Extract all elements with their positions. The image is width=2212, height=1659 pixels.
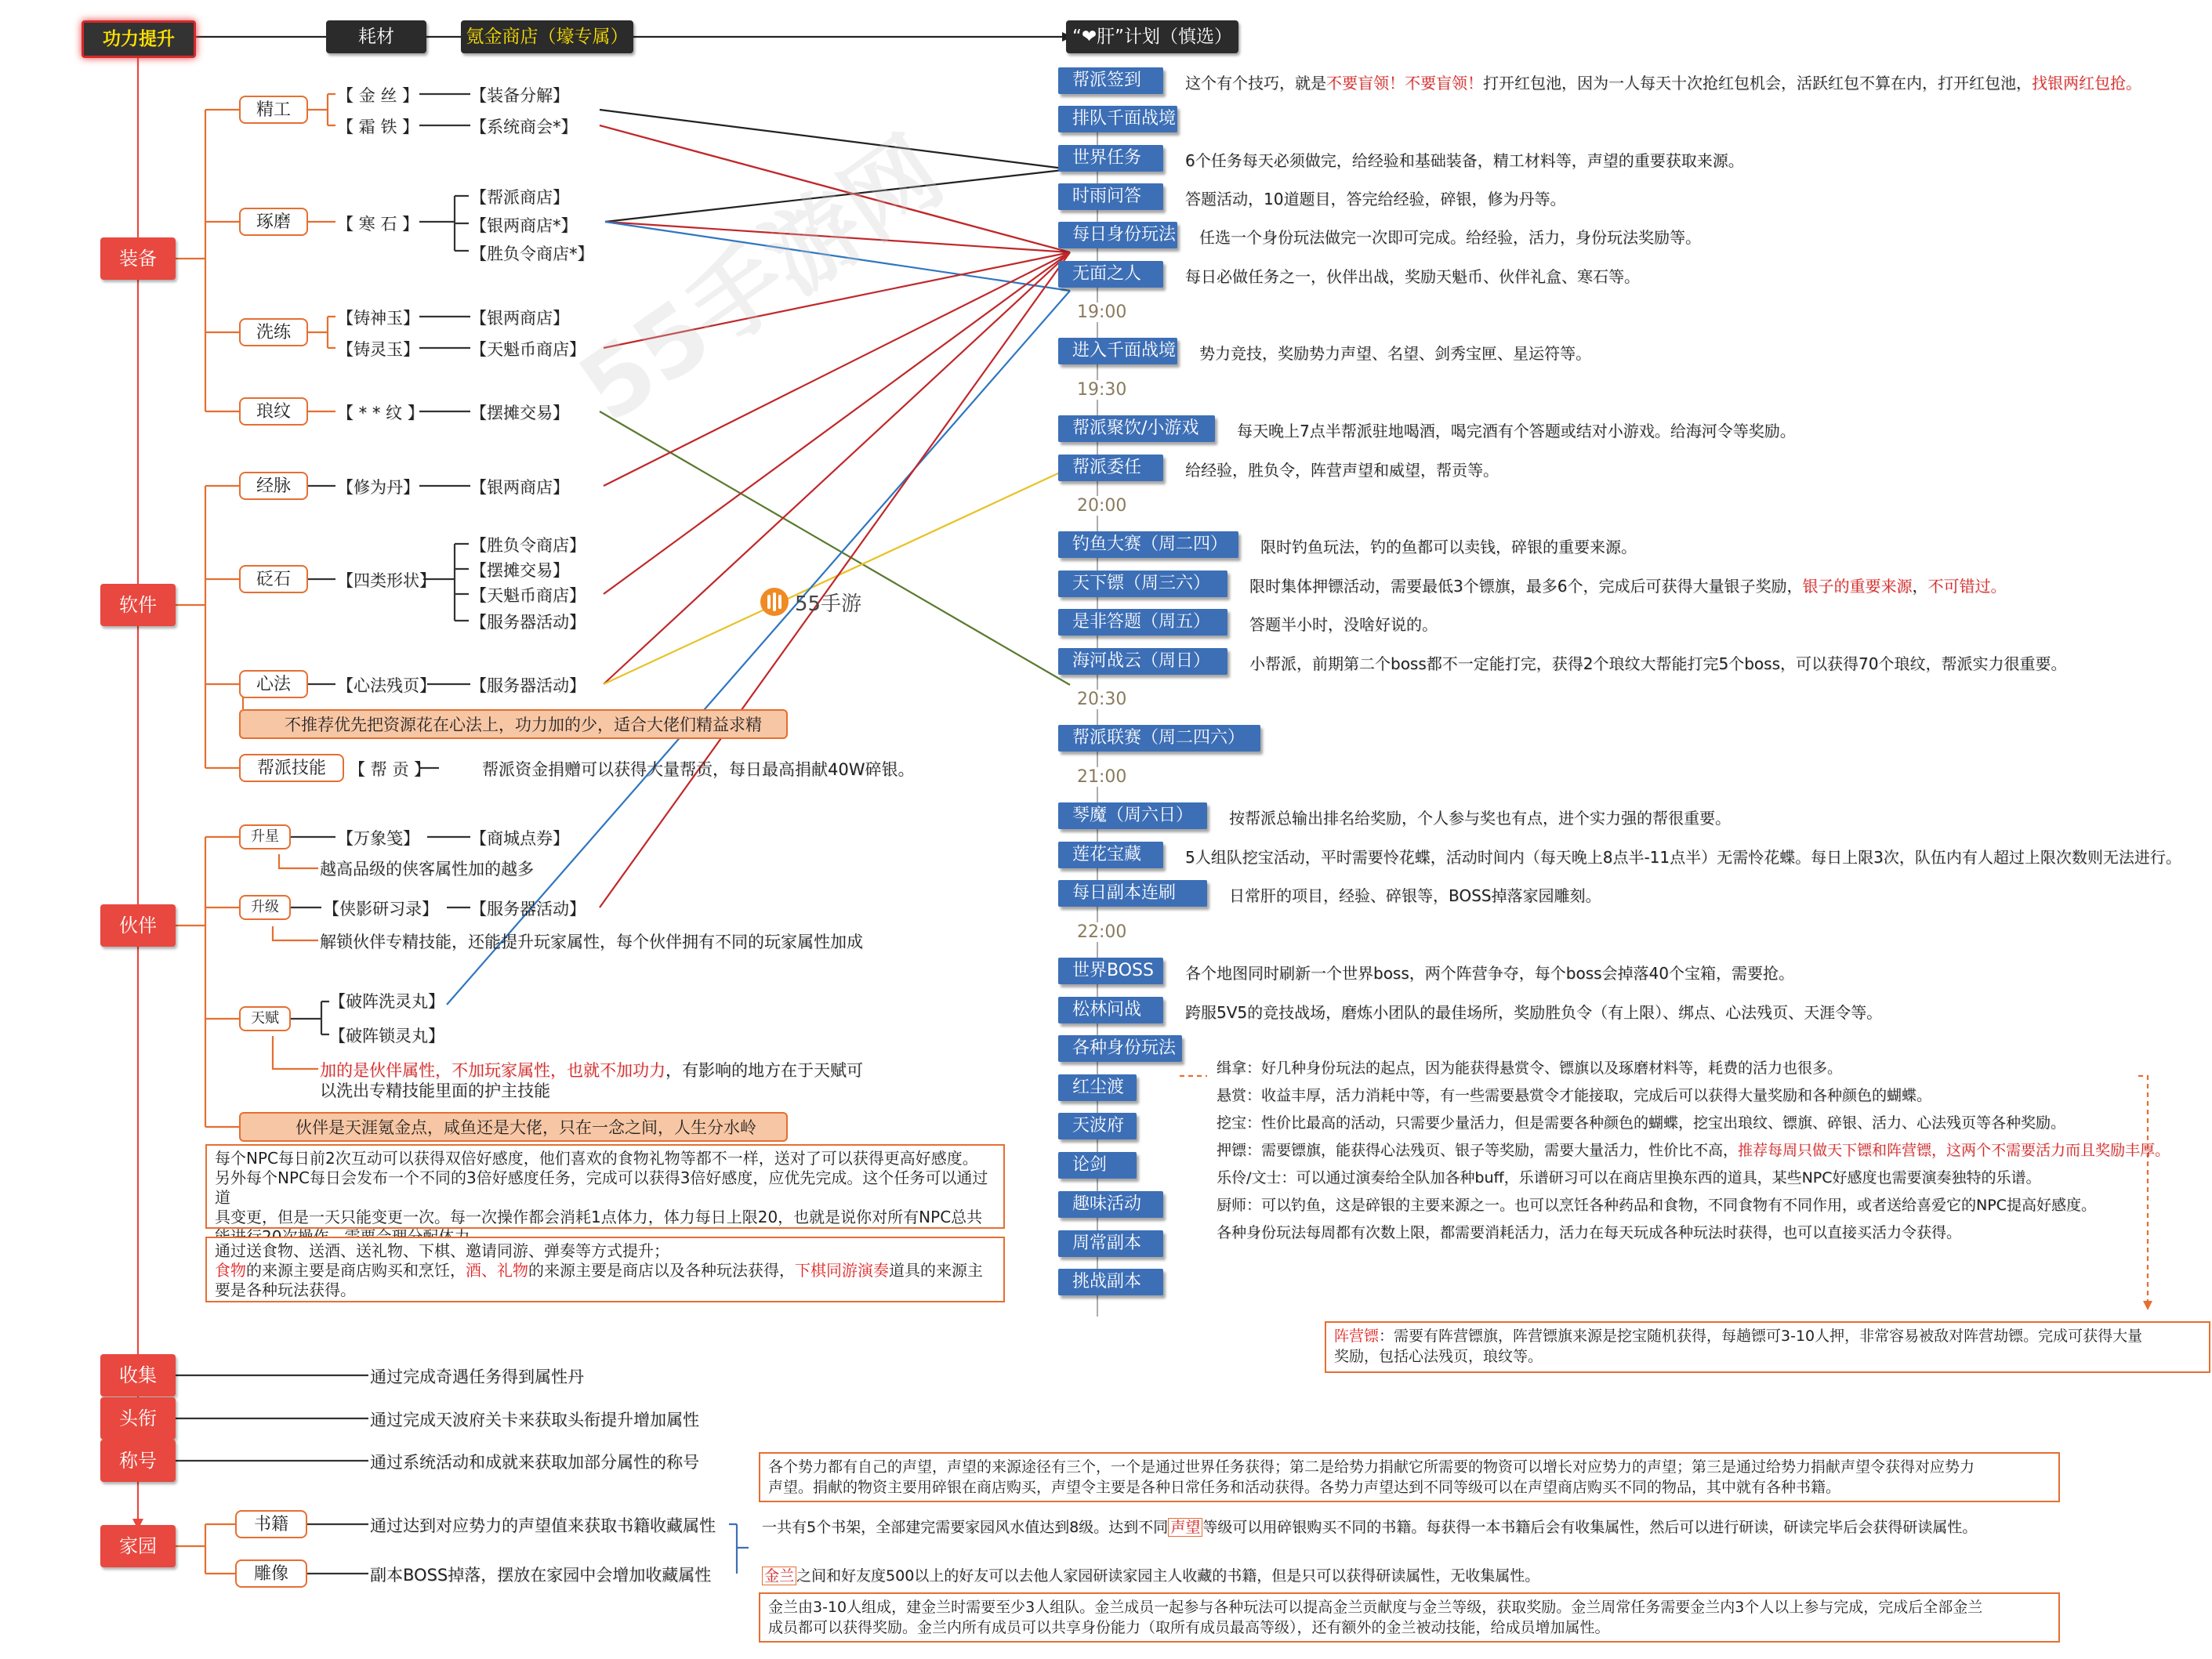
gift-t2: 的来源主要是商店以及各种玩法获得， <box>528 1261 795 1280</box>
schedule-desc <box>1199 341 1591 364</box>
text-xinfa-src: 【服务器活动】 <box>470 676 586 695</box>
gift-box-line: 通过送食物、送酒、送礼物、下棋、邀请同游、弹奏等方式提升； <box>215 1241 669 1260</box>
schedule-desc <box>1185 845 2181 868</box>
schedule-desc-text: 6个任务每天必须做完，给经验和基础装备，精工材料等，声望的重要获取来源。 <box>1185 151 1744 170</box>
identity-note: 各种身份玩法每周都有次数上限，都需要消耗活力，活力在每天玩成各种玩法时获得，也可以直接买活力令获得。 <box>1217 1224 1962 1241</box>
node-shengxing[interactable]: 升星 <box>239 824 291 849</box>
text-tianfu-note-line2: 以洗出专精技能里面的护主技能 <box>320 1081 550 1100</box>
text-zhuomo-src3: 【胜负令商店*】 <box>470 245 594 263</box>
schedule-desc <box>1249 612 1438 635</box>
schedule-desc-text: 各个地图同时刷新一个世界boss，两个阵营争夺，每个boss会掉落40个宝箱，需要抢。 <box>1185 964 1794 983</box>
text-xilian-mat1: 【铸神玉】 <box>337 309 419 328</box>
text-shengxing-note: 越高品级的侠客属性加的越多 <box>320 860 534 878</box>
logo-icon <box>759 586 790 618</box>
reputation-line: 声望。捐献的物资主要用碎银在商店购买，声望令主要是各种日常任务和活动获得。各势力声望达到不同等级可以在声望商店购买不同的物品，其中就有各种书籍。 <box>768 1479 1841 1496</box>
schedule-item[interactable]: 海河战云（周日） <box>1058 648 1227 675</box>
gift-box-line: 要是各种玩法获得。 <box>215 1280 356 1299</box>
jinlan-box <box>759 1592 2060 1643</box>
node-books[interactable]: 书籍 <box>235 1510 307 1538</box>
time-marker: 20:30 <box>1074 690 1130 709</box>
schedule-item[interactable]: 松林问战 <box>1058 997 1163 1023</box>
schedule-desc-highlight: 银子的重要来源 <box>1802 577 1913 596</box>
npc-box-line: 每个NPC每日前2次互动可以获得双倍好感度，他们喜欢的食物礼物等都不一样，送对了可以获得更高好感度。 <box>215 1149 978 1168</box>
identity-note: 缉拿：好几种身份玩法的起点，因为能获得悬赏令、镖旗以及琢磨材料等，耗费的活力也很多。 <box>1217 1060 1843 1077</box>
text-langwen-src: 【摆摊交易】 <box>470 404 569 422</box>
text-shengji-note: 解锁伙伴专精技能，还能提升玩家属性，每个伙伴拥有不同的玩家属性加成 <box>320 933 863 951</box>
schedule-desc <box>1199 225 1701 248</box>
text-xilian-mat2: 【铸灵玉】 <box>337 340 419 359</box>
root-node[interactable]: 功力提升 <box>82 20 196 58</box>
node-zhuomo[interactable]: 琢磨 <box>239 208 308 236</box>
text-bianshi-src3: 【天魁币商店】 <box>470 586 586 605</box>
title-name-note: 通过系统活动和成就来获取加部分属性的称号 <box>370 1453 699 1472</box>
schedule-item[interactable]: 进入千面战境 <box>1058 338 1177 364</box>
text-bangpai-mat: 【 帮 贡 】 <box>349 760 431 779</box>
text-xilian-src2: 【天魁币商店】 <box>470 340 586 359</box>
schedule-item[interactable]: 排队千面战境 <box>1058 106 1177 132</box>
gift-chess: 下棋同游演奏 <box>795 1261 889 1280</box>
reputation-box <box>759 1452 2060 1502</box>
category-partner[interactable]: 伙伴 <box>100 904 176 947</box>
npc-box-line: 具变更，但是一天只能变更一次。每一次操作都会消耗1点体力，体力每日上限20，也就是说你对所有NPC总共 <box>215 1208 983 1226</box>
node-bangpai-skill[interactable]: 帮派技能 <box>239 754 344 782</box>
collect-note: 通过完成奇遇任务得到属性丹 <box>370 1367 584 1386</box>
identity-note: 悬赏：收益丰厚，活力消耗中等，有一些需要悬赏令才能接取，完成后可以获得大量奖励和各种颜色的蝴蝶。 <box>1217 1087 1932 1104</box>
schedule-item[interactable]: 莲花宝藏 <box>1058 842 1163 868</box>
text-tianfu-mat2: 【破阵锁灵丸】 <box>329 1027 444 1045</box>
gift-box <box>205 1237 1005 1302</box>
camp-escort-text: ：需要有阵营镖旗，阵营镖旗来源是挖宝随机获得，每趟镖可3-10人押，非常容易被敌对阵营劫镖。完成可获得大量 <box>1379 1328 2143 1345</box>
schedule-desc <box>1185 148 1744 171</box>
schedule-desc <box>1229 883 1601 906</box>
statue-note: 副本BOSS掉落，摆放在家园中会增加收藏属性 <box>370 1566 712 1585</box>
node-bianshi[interactable]: 砭石 <box>239 565 308 593</box>
schedule-item[interactable]: 帮派联赛（周二四六） <box>1058 725 1260 752</box>
schedule-desc-text: 这个有个技巧，就是 <box>1185 74 1326 92</box>
npc-box <box>205 1144 1005 1229</box>
schedule-desc-highlight: 找银两红包抢。 <box>2032 74 2141 92</box>
node-langwen[interactable]: 琅纹 <box>239 397 308 426</box>
schedule-item[interactable]: 天下镖（周三六） <box>1058 571 1227 597</box>
jinlan-label: 金兰 <box>762 1567 796 1585</box>
text-zhuomo-mat: 【 寒 石 】 <box>337 215 419 234</box>
schedule-item[interactable]: 每日身份玩法 <box>1058 222 1177 248</box>
site-logo <box>759 586 862 621</box>
schedule-item[interactable]: 趣味活动 <box>1058 1191 1163 1218</box>
node-tianfu[interactable]: 天赋 <box>239 1006 291 1031</box>
text-zhuomo-src2: 【银两商店*】 <box>470 216 578 235</box>
schedule-desc <box>1185 264 1640 287</box>
text-bianshi-src2: 【摆摊交易】 <box>470 561 569 580</box>
schedule-desc-text: 势力竞技，奖励势力声望、名望、剑秀宝匣、星运符等。 <box>1199 344 1591 363</box>
camp-escort-line: 奖励，包括心法残页，琅纹等。 <box>1334 1348 1543 1365</box>
text-tianfu-mat1: 【破阵洗灵丸】 <box>329 992 444 1011</box>
schedule-desc-text: 跨服5V5的竞技战场，磨炼小团队的最佳场所，奖励胜负令（有上限）、绑点、心法残页、天涯令等。 <box>1185 1003 1883 1022</box>
schedule-desc-text: 每日必做任务之一，伙伴出战，奖励天魁币、伙伴礼盒、寒石等。 <box>1185 267 1640 286</box>
schedule-desc-text: 任选一个身份玩法做完一次即可完成。给经验，活力，身份玩法奖励等。 <box>1199 228 1701 247</box>
time-marker: 19:30 <box>1074 380 1130 400</box>
time-marker: 19:00 <box>1074 302 1130 322</box>
schedule-desc <box>1185 458 1499 480</box>
schedule-desc-text: 日常肝的项目，经验、碎银等，BOSS掉落家园雕刻。 <box>1229 886 1601 905</box>
schedule-desc-text: 小帮派，前期第二个boss都不一定能打完，获得2个琅纹大帮能打完5个boss，可以获得70个琅纹，帮派实力很重要。 <box>1249 654 2067 673</box>
plan-node[interactable]: “❤肝”计划（慎选） <box>1066 20 1238 53</box>
text-shengji-src: 【服务器活动】 <box>470 900 586 918</box>
text-jinggong-src2: 【系统商会*】 <box>470 118 578 136</box>
node-jinggong[interactable]: 精工 <box>239 96 308 124</box>
schedule-desc <box>1185 187 1565 209</box>
schedule-desc-text: 限时集体押镖活动，需要最低3个镖旗，最多6个，完成后可获得大量银子奖励， <box>1249 577 1803 596</box>
schedule-item[interactable]: 论剑 <box>1058 1152 1137 1179</box>
text-bangpai-note: 帮派资金捐赠可以获得大量帮贡，每日最高捐献40W碎银。 <box>482 760 915 779</box>
tianfu-note-red: 加的是伙伴属性，不加玩家属性，也就不加功力 <box>320 1061 665 1080</box>
bookshelf-t1: 一共有5个书架，全部建完需要家园风水值达到8级。达到不同 <box>762 1519 1169 1536</box>
camp-escort-label: 阵营镖 <box>1334 1328 1380 1345</box>
category-home[interactable]: 家园 <box>100 1525 176 1567</box>
node-jingmai[interactable]: 经脉 <box>239 472 308 500</box>
schedule-item[interactable]: 无面之人 <box>1058 261 1163 288</box>
partner-slogan: 伙伴是天涯氪金点，咸鱼还是大佬，只在一念之间，人生分水岭 <box>239 1112 788 1142</box>
schedule-desc-text: 5人组队挖宝活动，平时需要怜花蝶，活动时间内（每天晚上8点半-11点半）无需怜花蝶。每日上限3次，队伍内有人超过上限次数则无法进行。 <box>1185 848 2181 867</box>
camp-escort-line <box>1334 1326 2201 1346</box>
gift-box-line <box>215 1261 995 1280</box>
schedule-item[interactable]: 各种身份玩法 <box>1058 1035 1182 1062</box>
schedule-item[interactable]: 是非答题（周五） <box>1058 609 1227 636</box>
text-shengxing-src: 【商城点券】 <box>470 829 569 848</box>
schedule-desc-text: 限时钓鱼玩法，钓的鱼都可以卖钱，碎银的重要来源。 <box>1260 538 1637 556</box>
title-head-note: 通过完成天波府关卡来获取头衔提升增加属性 <box>370 1411 699 1429</box>
jinlan-text: 之间和好友度500以上的好友可以去他人家园研读家园主人收藏的书籍，但是只可以获得研读属性，无收集属性。 <box>796 1567 1540 1585</box>
reputation-line: 各个势力都有自己的声望，声望的来源途径有三个，一个是通过世界任务获得；第二是给势力捐献它所需要的物资可以增长对应势力的声望；第三是通过给势力捐献声望令获得对应势力 <box>768 1458 1975 1476</box>
gift-t3: 道具的来源主 <box>889 1261 983 1280</box>
xinfa-note: 不推荐优先把资源花在心法上，功力加的少，适合大佬们精益求精 <box>239 709 788 739</box>
schedule-desc-highlight: 不要盲领！不要盲领！ <box>1326 74 1483 92</box>
node-xilian[interactable]: 洗练 <box>239 318 308 346</box>
identity-note: 乐伶/文士：可以通过演奏给全队加各种buff，乐谱研习可以在商店里换东西的道具，某些NPC好感度也需要演奏独特的乐谱。 <box>1217 1169 2041 1186</box>
text-xilian-src1: 【银两商店】 <box>470 309 569 328</box>
schedule-item[interactable]: 红尘渡 <box>1058 1074 1137 1101</box>
category-collect[interactable]: 收集 <box>100 1354 176 1396</box>
schedule-item[interactable]: 钓鱼大赛（周二四） <box>1058 531 1238 558</box>
schedule-desc-highlight: 不可错过。 <box>1927 577 2007 596</box>
schedule-item[interactable]: 世界BOSS <box>1058 958 1163 984</box>
text-jinggong-src1: 【装备分解】 <box>470 86 569 105</box>
text-jingmai-src: 【银两商店】 <box>470 478 569 497</box>
schedule-desc-text: 答题活动，10道题目，答完给经验，碎银，修为丹等。 <box>1185 190 1566 208</box>
category-equip[interactable]: 装备 <box>100 237 176 280</box>
node-xinfa[interactable]: 心法 <box>239 670 308 698</box>
text-shengji-mat: 【侠影研习录】 <box>323 900 438 918</box>
schedule-desc-text: 答题半小时，没啥好说的。 <box>1249 615 1438 634</box>
node-statue[interactable]: 雕像 <box>235 1559 307 1588</box>
tianfu-note-black: ，有影响的地方在于天赋可 <box>665 1061 863 1080</box>
text-jinggong-mat1: 【 金 丝 】 <box>337 86 419 105</box>
schedule-desc <box>1260 534 1637 557</box>
npc-box-line: 另外每个NPC每日会发布一个不同的3倍好感度任务，完成可以获得3倍好感度，应优先完成。这个任务可以通过道 <box>215 1168 988 1207</box>
identity-note: 厨师：可以钓鱼，这是碎银的主要来源之一。也可以烹饪各种药品和食物，不同食物有不同作用，或者送给喜爱它的NPC提高好感度。 <box>1217 1197 2096 1214</box>
text-xinfa-mat: 【心法残页】 <box>337 676 436 695</box>
identity-note <box>1217 1139 2170 1160</box>
schedule-item[interactable]: 帮派委任 <box>1058 455 1163 481</box>
schedule-item[interactable]: 琴魔（周六日） <box>1058 802 1207 829</box>
text-jinggong-mat2: 【 霜 铁 】 <box>337 118 419 136</box>
time-marker: 22:00 <box>1074 922 1130 942</box>
schedule-desc <box>1229 806 1731 828</box>
text-bianshi-src4: 【服务器活动】 <box>470 613 586 632</box>
identity-note: 挖宝：性价比最高的活动，只需要少量活力，但是需要各种颜色的蝴蝶，挖宝出琅纹、镖旗、碎银、活力、心法残页等各种奖励。 <box>1217 1114 2066 1132</box>
gift-t1: 的来源主要是商店购买和烹饪， <box>246 1261 466 1280</box>
books-note: 通过达到对应势力的声望值来获取书籍收藏属性 <box>370 1516 716 1535</box>
identity-note-text: 押镖：需要镖旗，能获得心法残页、银子等奖励，需要大量活力，性价比不高， <box>1217 1142 1739 1159</box>
text-shengxing-mat: 【万象笺】 <box>337 829 419 848</box>
schedule-desc <box>1185 961 1794 983</box>
schedule-desc-text: 给经验，胜负令，阵营声望和威望，帮贡等。 <box>1185 461 1499 480</box>
category-title-head[interactable]: 头衔 <box>100 1397 176 1440</box>
jinlan-line: 金兰由3-10人组成，建金兰时需要至少3人组队。金兰成员一起参与各种玩法可以提高金兰贡献度与金兰等级，获取奖励。金兰周常任务需要金兰内3个人以上参与完成，完成后全部金兰 <box>768 1599 1983 1616</box>
bookshelf-rep: 声望 <box>1168 1518 1202 1537</box>
text-bianshi-mat: 【四类形状】 <box>337 571 436 590</box>
text-jingmai-mat: 【修为丹】 <box>337 478 419 497</box>
schedule-desc-text: 每天晚上7点半帮派驻地喝酒，喝完酒有个答题或结对小游戏。给海河令等奖励。 <box>1237 422 1796 440</box>
consumables-node[interactable]: 耗材 <box>326 20 426 53</box>
identity-note-highlight: 推荐每周只做天下镖和阵营镖，这两个不需要活力而且奖励丰厚。 <box>1738 1142 2170 1159</box>
schedule-desc <box>1185 1000 1882 1023</box>
text-bianshi-src1: 【胜负令商店】 <box>470 536 586 555</box>
time-marker: 21:00 <box>1074 767 1130 787</box>
schedule-desc <box>1249 574 2006 596</box>
schedule-desc <box>1249 651 2066 674</box>
category-title-name[interactable]: 称号 <box>100 1440 176 1482</box>
schedule-item[interactable]: 时雨问答 <box>1058 183 1163 210</box>
schedule-item[interactable]: 天波府 <box>1058 1113 1137 1139</box>
store-node[interactable]: 氪金商店（壕专属） <box>461 20 633 53</box>
schedule-desc <box>1185 71 2141 93</box>
schedule-desc-text: ， <box>1912 577 1928 596</box>
schedule-item[interactable]: 挑战副本 <box>1058 1269 1163 1295</box>
schedule-item[interactable]: 世界任务 <box>1058 145 1163 172</box>
jinlan-note <box>762 1564 1539 1585</box>
time-marker: 20:00 <box>1074 496 1130 516</box>
bookshelf-t2: 等级可以用碎银购买不同的书籍。每获得一本书籍后会有收集属性，然后可以进行研读，研读完毕后会获得研读属性。 <box>1202 1519 1978 1536</box>
logo-text: 55手游 <box>795 592 862 616</box>
watermark: 55手游网 <box>560 117 962 444</box>
schedule-item[interactable]: 帮派签到 <box>1058 67 1163 94</box>
schedule-desc-text: 打开红包池，因为一人每天十次抢红包机会，活跃红包不算在内，打开红包池， <box>1483 74 2032 92</box>
node-shengji[interactable]: 升级 <box>239 895 291 920</box>
schedule-desc-text: 按帮派总输出排名给奖励，个人参与奖也有点，进个实力强的帮很重要。 <box>1229 809 1731 828</box>
schedule-item[interactable]: 每日副本连刷 <box>1058 880 1207 907</box>
gift-wine: 酒、礼物 <box>466 1261 528 1280</box>
schedule-desc <box>1237 418 1796 441</box>
schedule-item[interactable]: 周常副本 <box>1058 1230 1163 1257</box>
gift-food: 食物 <box>215 1261 246 1280</box>
camp-escort-box <box>1325 1321 2210 1373</box>
category-soft[interactable]: 软件 <box>100 584 176 626</box>
text-zhuomo-src1: 【帮派商店】 <box>470 188 569 207</box>
schedule-item[interactable]: 帮派聚饮/小游戏 <box>1058 415 1215 442</box>
text-langwen-mat: 【 * * 纹 】 <box>337 404 424 422</box>
bookshelf-note <box>762 1516 1977 1537</box>
jinlan-line: 成员都可以获得奖励。金兰内所有成员可以共享身份能力（取所有成员最高等级），还有额外的金兰被动技能，给成员增加属性。 <box>768 1619 1610 1636</box>
